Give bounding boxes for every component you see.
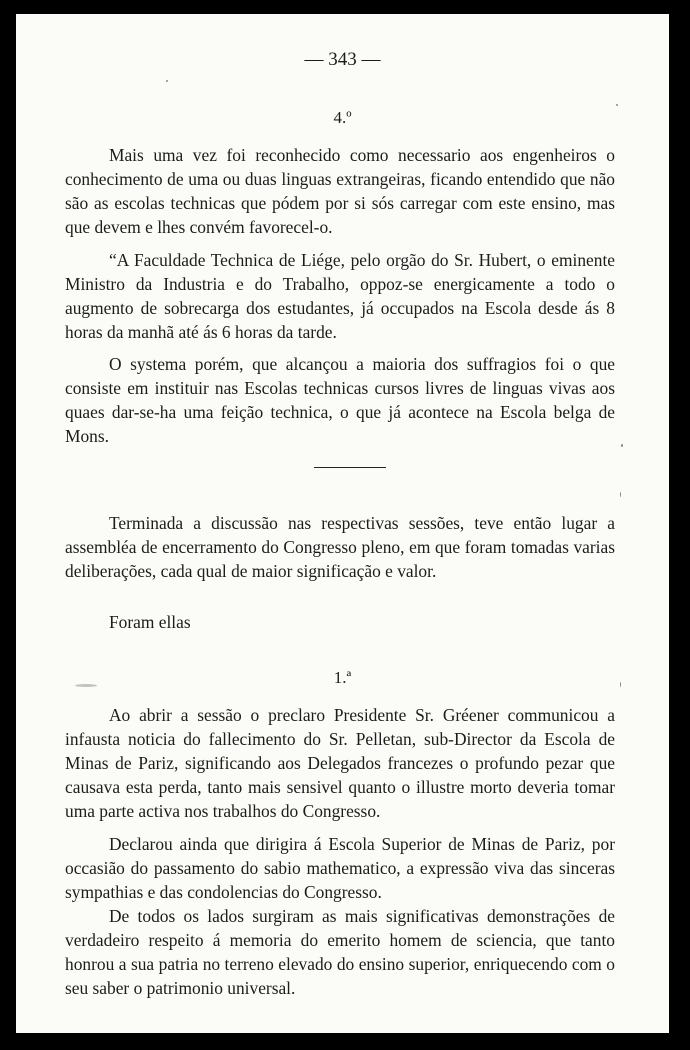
paragraph-voluntary-courses: O systema porém, que alcançou a maioria dos suffragios foi o que consiste em instituir nas Escolas technicas cursos livres de linguas vivas aos quaes dar-se-ha uma feição technica, o que já acontece na Escola belga de Mons.	[65, 354, 615, 446]
paragraph-list-intro: Foram ellas	[109, 612, 191, 632]
paper-speck	[620, 682, 621, 687]
paragraph-condolences: Declarou ainda que dirigira á Escola Superior de Minas de Pariz, por occasião do passamento do sabio mathematico, a expressão viva das sinceras sympathias e das condolencias do Congresso.	[65, 834, 615, 902]
section-heading-1: 1.ª	[333, 668, 352, 687]
paper-speck	[166, 80, 168, 82]
book-page	[16, 14, 669, 1033]
paragraph-liege-faculty: “A Faculdade Technica de Liége, pelo orgão do Sr. Hubert, o eminente Ministro da Industria e do Trabalho, oppoz-se energicamente a todo o augmento de sobrecarga dos estudantes, já occupados na Escola desde ás 8 horas da manhã até ás 6 horas da tarde.	[65, 250, 615, 342]
paper-speck	[620, 492, 621, 497]
section-divider	[314, 467, 386, 468]
paragraph-tributes: De todos os lados surgiram as mais significativas demonstrações de verdadeiro respeito á memoria do emerito homem de sciencia, que tanto honrou a sua patria no terreno elevado do ensino superior, enriquecendo com o seu saber o patrimonio universal.	[65, 906, 615, 998]
paper-speck	[616, 104, 618, 106]
paper-speck	[75, 684, 97, 687]
page-number: — 343 —	[304, 49, 381, 70]
section-heading-4: 4.º	[333, 108, 352, 127]
paragraph-engineers-languages: Mais uma vez foi reconhecido como necessario aos engenheiros o conhecimento de uma ou duas linguas extrangeiras, ficando entendido que não são as escolas technicas que pódem por si sós carregar com este ensino, mas que devem e lhes convém favorecel-o.	[65, 145, 615, 237]
paragraph-closing-assembly: Terminada a discussão nas respectivas sessões, teve então lugar a assembléa de encerramento do Congresso pleno, em que foram tomadas varias deliberações, cada qual de maior significação e valor.	[65, 513, 615, 581]
paragraph-pelletan-death: Ao abrir a sessão o preclaro Presidente Sr. Gréener communicou a infausta noticia do fallecimento do Sr. Pelletan, sub-Director da Escola de Minas de Pariz, significando aos Delegados francezes o profundo pezar que causava esta perda, tanto mais sensivel quanto o illustre morto deveria tomar uma parte activa nos trabalhos do Congresso.	[65, 705, 615, 821]
paper-speck	[621, 444, 623, 447]
